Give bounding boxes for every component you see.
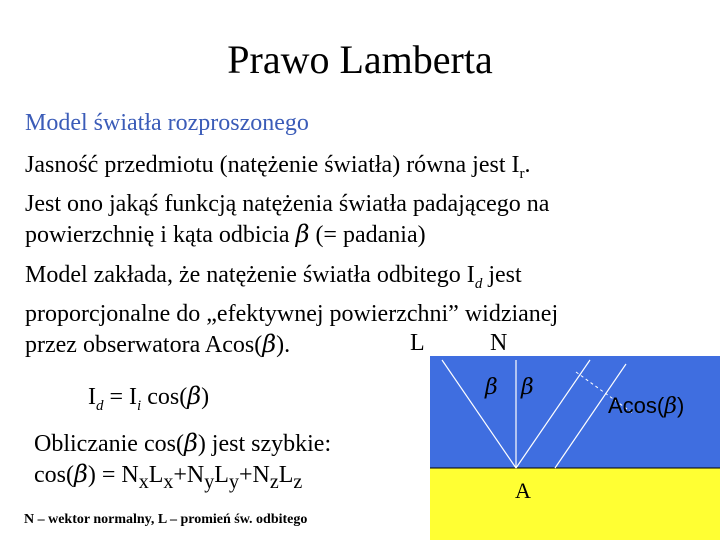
- area-label-A: A: [515, 478, 531, 503]
- slide-title: Prawo Lamberta: [227, 37, 493, 82]
- label-N: N: [490, 330, 508, 356]
- paragraph-model: [25, 260, 558, 360]
- beta-right-label: β: [521, 375, 534, 400]
- p2-line2: proporcjonalne do „efektywnej powierzchni” widzianej: [25, 300, 559, 327]
- calc-line2: $\cos(\beta) = N_xL_x+N_yL_y+N_zL_z$: [34, 460, 303, 493]
- p1-line3: powierzchnię i kąta odbicia β (= padania): [25, 219, 426, 248]
- calculation-text: [34, 428, 331, 497]
- subtitle: Model światła rozproszonego: [25, 110, 309, 136]
- lambert-formula: $I_d = I_i$ cos(β): [88, 382, 210, 414]
- lambert-diagram: [430, 356, 720, 540]
- p2-line1: Model zakłada, że natężenie światła odbitego $I_d$ jest: [25, 262, 522, 292]
- footnote: N – wektor normalny, L – promień św. odbitego: [24, 512, 308, 527]
- paragraph-brightness: [25, 150, 549, 250]
- p1-line2: Jest ono jakąś funkcją natężenia światła padającego na: [25, 190, 550, 217]
- surface-rect: [430, 468, 720, 540]
- acos-label: Acos(β): [608, 393, 685, 419]
- label-L: L: [410, 330, 425, 356]
- beta-left-label: β: [485, 375, 498, 400]
- p1-line1: Jasność przedmiotu (natężenie światła) równa jest $I_r$.: [25, 152, 531, 182]
- p2-line3: przez obserwatora Acos(β).: [25, 329, 291, 358]
- calc-line1: Obliczanie cos(β) jest szybkie:: [34, 429, 332, 457]
